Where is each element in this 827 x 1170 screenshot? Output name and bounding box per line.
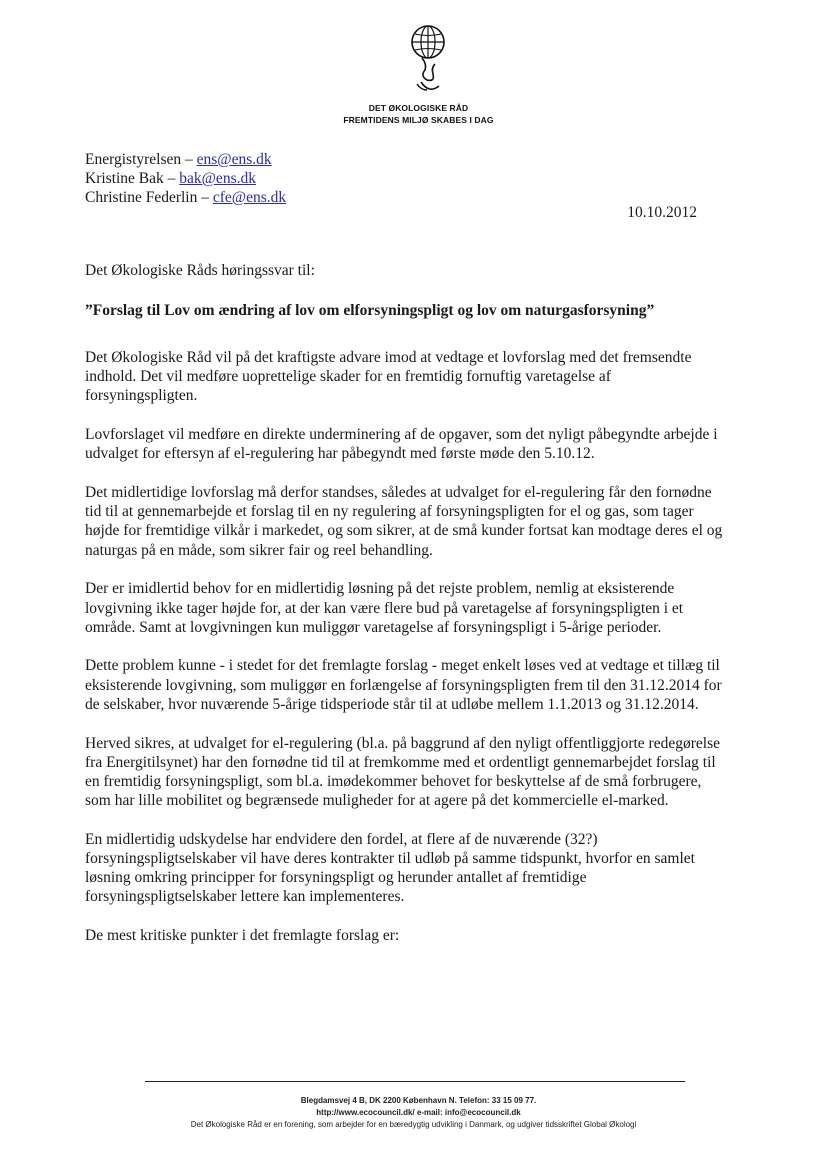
subject-heading: ”Forslag til Lov om ændring af lov om elforsyningspligt og lov om naturgasforsyning” [85, 302, 655, 319]
intro-line: Det Økologiske Råds høringssvar til: [85, 262, 315, 279]
body-paragraph: Dette problem kunne - i stedet for det fremlagte forslag - meget enkelt løses ved at vedtage et tillæg til eksisterende lovgivning, som muliggør en forlængelse af forsyningspligten frem til den 31.12.2014 for de selskaber, hvor nuværende 5-årige tidsperiode står til at udløbe mellem 1.1.2013 og 31.12.2014. [85, 657, 722, 713]
body-paragraph: Det midlertidige lovforslag må derfor standses, således at udvalget for el-regulering får den fornødne tid til at gennemarbejde et forslag til en ny regulering af forsyningspligten for el og gas, som tager højde for fremtidige vilkår i markedet, og som sikrer, at de små kunder fortsat kan modtage deres el og naturgas på en måde, som sikrer fair og reel behandling. [85, 484, 723, 559]
body-paragraph: Der er imidlertid behov for en midlertidig løsning på det rejste problem, nemlig at eksisterende lovgivning ikke tager højde for, at der kan være flere bud på varetagelse af forsyningspligten i et område. Samt at lovgivningen kun muliggør varetagelse af forsyningspligt i 5-årige perioder. [85, 580, 684, 636]
globe-figure-logo-icon [405, 20, 451, 98]
recipient-line [85, 150, 286, 169]
recipient-line [85, 188, 286, 207]
body-paragraph: Det Økologiske Råd vil på det kraftigste advare imod at vedtage et lovforslag med det fremsendte indhold. Det vil medføre uoprettelige skader for en fremtidig fornuftig varetagelse af forsyningspligten. [85, 349, 692, 405]
org-tagline: FREMTIDENS MILJØ SKABES I DAG [343, 115, 494, 125]
body-paragraph: En midlertidig udskydelse har endvidere den fordel, at flere af de nuværende (32?) forsyningspligtselskaber vil have deres kontrakter til udløb på samme tidspunkt, hvorfor en samlet løsning omkring principper for forsyningspligt og herunder antallet af fremtidige forsyningspligtselskaber lettere kan implementeres. [85, 830, 695, 906]
letter-date: 10.10.2012 [627, 204, 697, 221]
recipient-name: Kristine Bak – [85, 170, 180, 187]
footer-divider [145, 1081, 685, 1082]
letter-body [85, 348, 725, 965]
recipient-email-link[interactable]: ens@ens.dk [196, 151, 272, 168]
recipient-line [85, 169, 286, 188]
footer-web-email: http://www.ecocouncil.dk/ e-mail: info@ecocouncil.dk [316, 1108, 521, 1117]
body-paragraph: Herved sikres, at udvalget for el-regulering (bl.a. på baggrund af den nyligt offentliggjorte redegørelse fra Energitilsynet) har den fornødne tid til at fremkomme med et ordentligt gennemarbejdet forslag til en fremtidig forsyningspligt, som bl.a. imødekommer behovet for beskyttelse af de små forbrugere, som har lille mobilitet og begrænsede muligheder for at agere på det kommercielle el-marked. [85, 734, 720, 810]
recipient-list [85, 150, 286, 207]
body-paragraph: De mest kritiske punkter i det fremlagte forslag er: [85, 927, 400, 945]
recipient-email-link[interactable]: cfe@ens.dk [212, 189, 287, 206]
footer-description: Det Økologiske Råd er en forening, som arbejder for en bæredygtig udvikling i Danmark, og udgiver tidsskriftet Global Økologi [190, 1120, 637, 1129]
org-name: DET ØKOLOGISKE RÅD [368, 103, 469, 113]
recipient-email-link[interactable]: bak@ens.dk [179, 170, 256, 187]
recipient-name: Energistyrelsen – [85, 151, 197, 168]
body-paragraph: Lovforslaget vil medføre en direkte underminering af de opgaver, som det nyligt påbegyndte arbejde i udvalget for eftersyn af el-regulering har påbegyndt med første møde den 5.10.12. [85, 426, 718, 463]
recipient-name: Christine Federlin – [85, 189, 213, 206]
footer-address: Blegdamsvej 4 B, DK 2200 København N. Telefon: 33 15 09 77. [300, 1096, 537, 1105]
